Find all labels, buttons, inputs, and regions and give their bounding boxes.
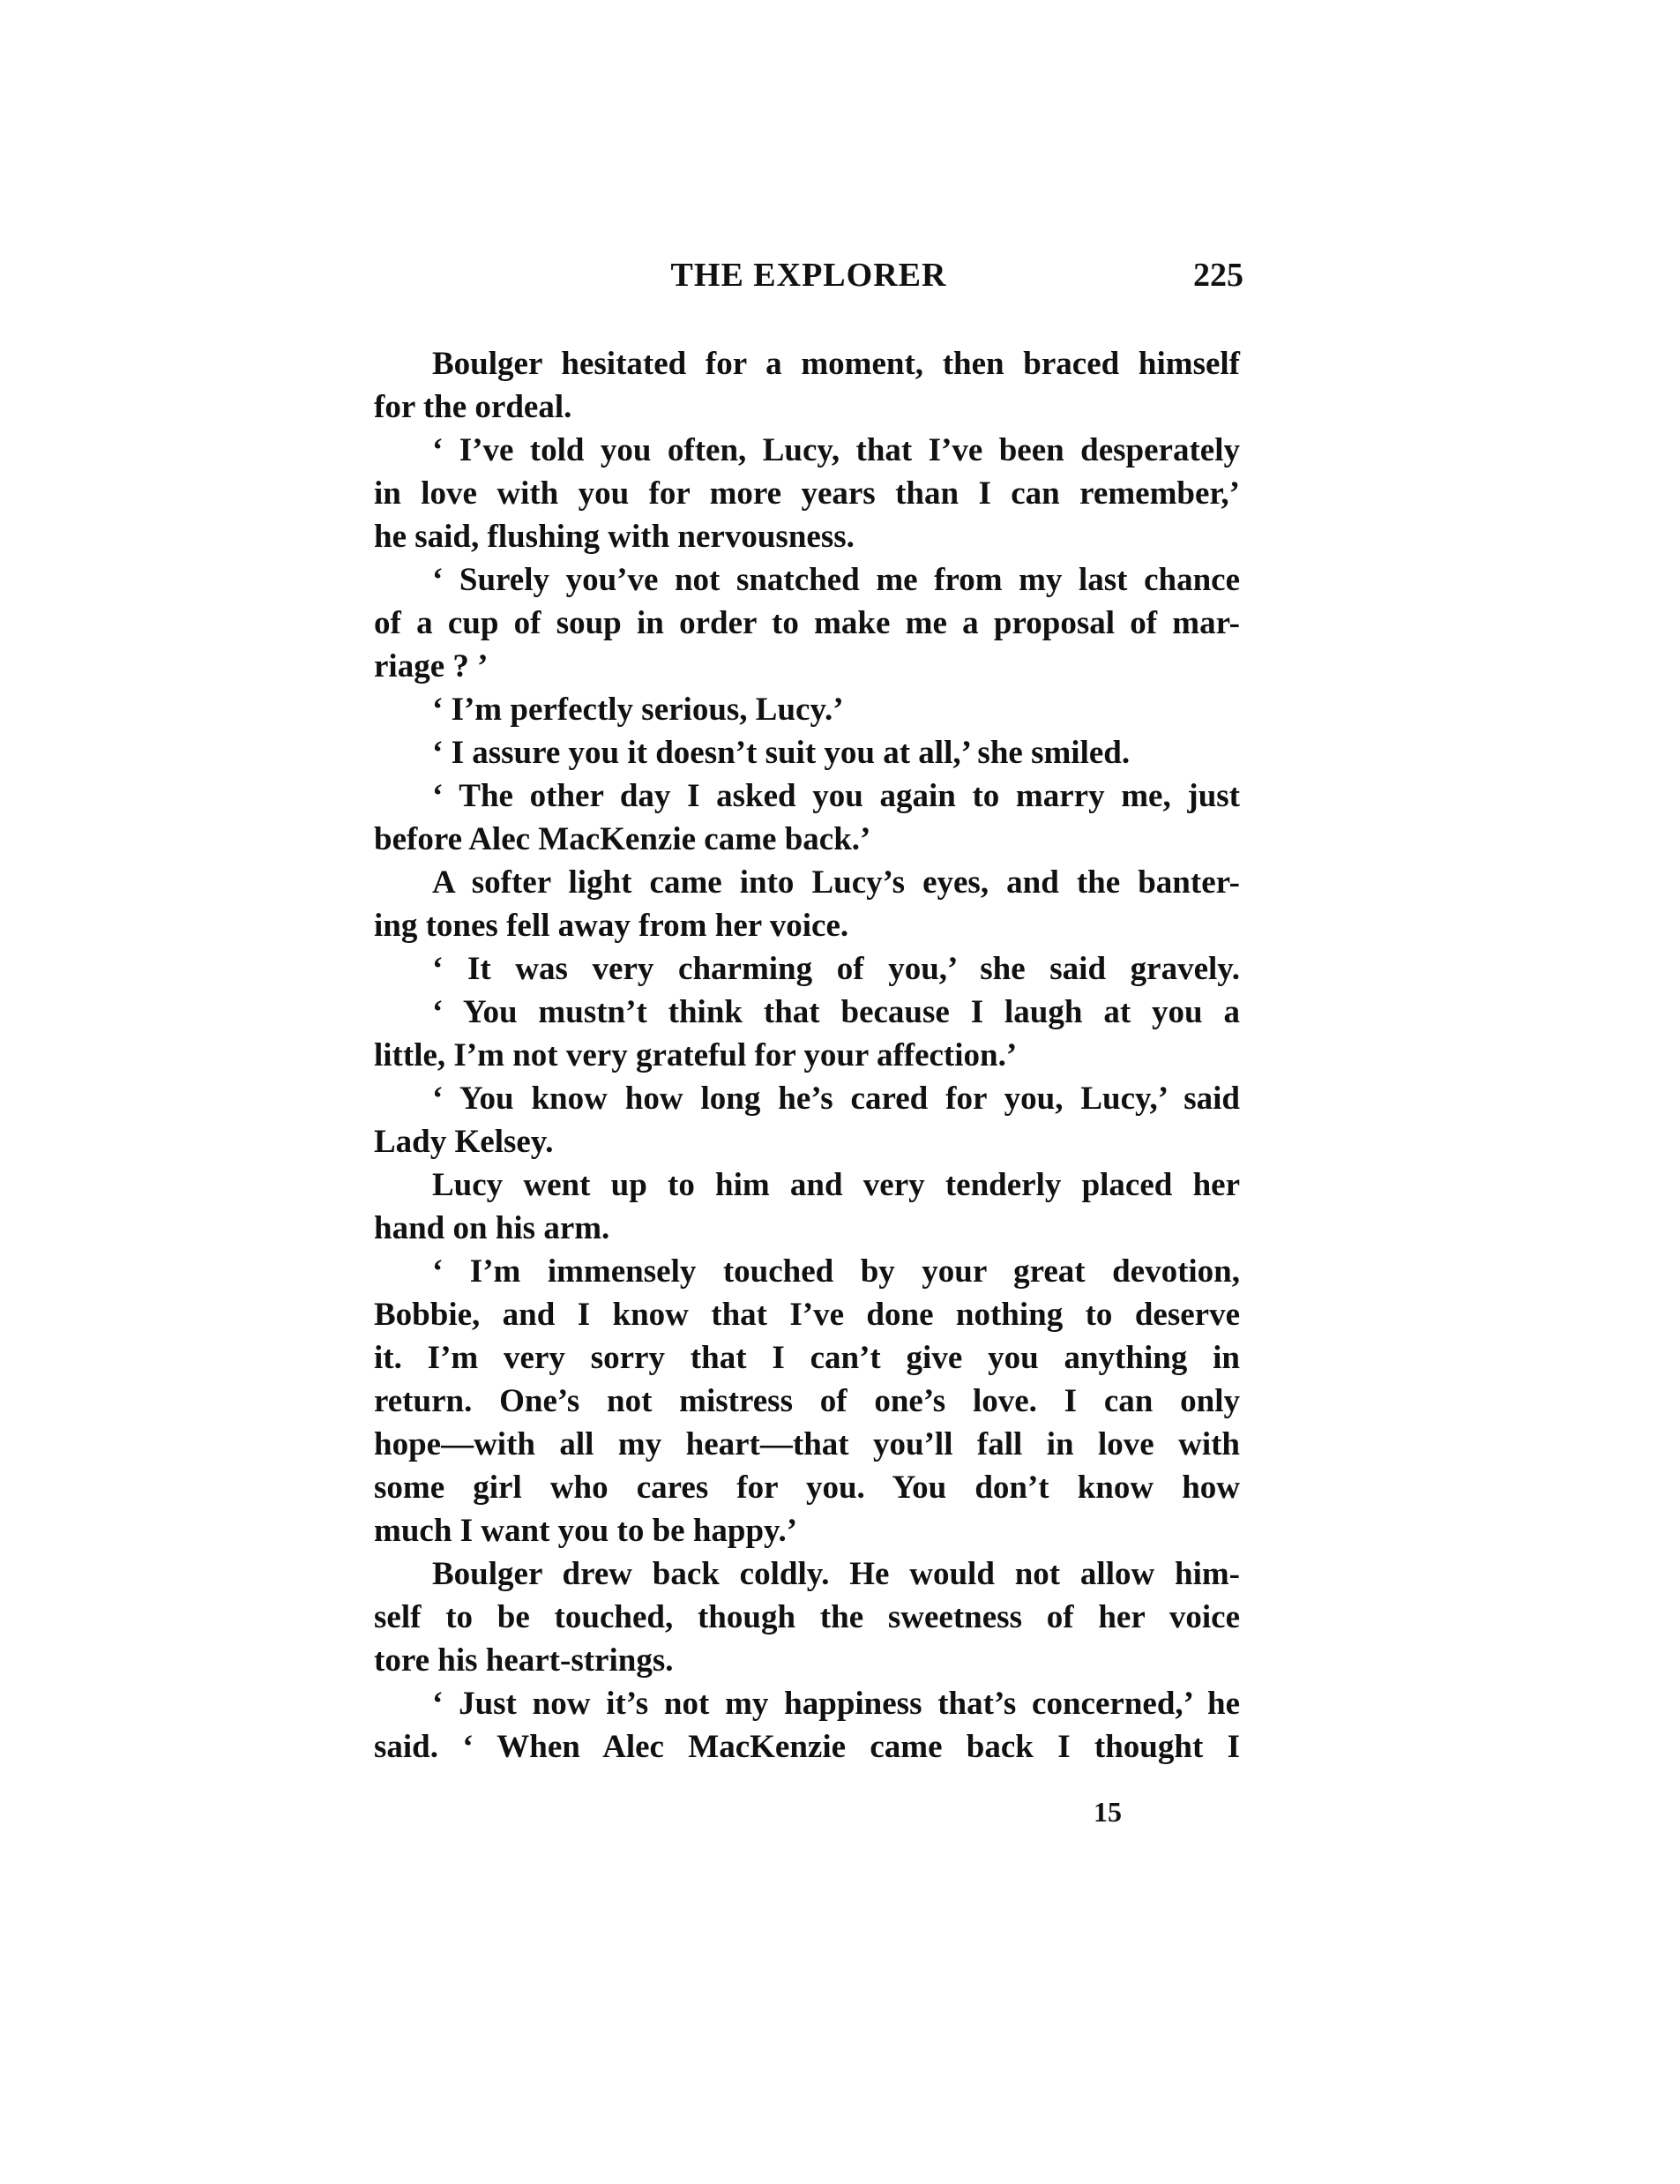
text-line: ‘ You mustn’t think that because I laugh at you a bbox=[432, 994, 1240, 1030]
text-line: Boulger hesitated for a moment, then braced himself bbox=[432, 346, 1240, 382]
text-line: ‘ Just now it’s not my happiness that’s concerned,’ he bbox=[432, 1686, 1240, 1722]
text-line: hope—with all my heart—that you’ll fall in love with bbox=[374, 1426, 1240, 1462]
running-title: THE EXPLORER bbox=[670, 257, 947, 294]
text-line: ‘ The other day I asked you again to marry me, just bbox=[432, 778, 1240, 814]
text-line: said. ‘ When Alec MacKenzie came back I thought I bbox=[374, 1729, 1240, 1765]
page-body bbox=[374, 342, 1240, 1769]
text-line: ‘ I’m perfectly serious, Lucy.’ bbox=[432, 692, 844, 728]
text-line: little, I’m not very grateful for your affection.’ bbox=[374, 1037, 1018, 1073]
text-line: hand on his arm. bbox=[374, 1210, 610, 1246]
text-line: Boulger drew back coldly. He would not allow him- bbox=[432, 1556, 1240, 1592]
signature-mark: 15 bbox=[1094, 1796, 1122, 1828]
text-line: return. One’s not mistress of one’s love. I can only bbox=[374, 1383, 1240, 1419]
text-line: ‘ I assure you it doesn’t suit you at all,’ she smiled. bbox=[432, 735, 1131, 771]
text-line: Lucy went up to him and very tenderly placed her bbox=[432, 1167, 1240, 1203]
text-line: it. I’m very sorry that I can’t give you anything in bbox=[374, 1340, 1240, 1376]
text-line: some girl who cares for you. You don’t know how bbox=[374, 1470, 1240, 1506]
page-number: 225 bbox=[1193, 257, 1243, 294]
text-line: Lady Kelsey. bbox=[374, 1124, 554, 1160]
text-line: of a cup of soup in order to make me a proposal of mar- bbox=[374, 605, 1240, 641]
text-line: before Alec MacKenzie came back.’ bbox=[374, 821, 871, 857]
text-line: ‘ It was very charming of you,’ she said gravely. bbox=[432, 951, 1240, 987]
text-line: for the ordeal. bbox=[374, 389, 572, 425]
text-line: ‘ I’ve told you often, Lucy, that I’ve been desperately bbox=[432, 432, 1240, 468]
text-line: tore his heart-strings. bbox=[374, 1642, 674, 1679]
text-line: ‘ I’m immensely touched by your great devotion, bbox=[432, 1253, 1240, 1290]
text-line: riage ? ’ bbox=[374, 648, 489, 684]
text-line: much I want you to be happy.’ bbox=[374, 1513, 798, 1549]
text-line: A softer light came into Lucy’s eyes, and the banter- bbox=[432, 864, 1240, 901]
text-line: self to be touched, though the sweetness of her voice bbox=[374, 1599, 1240, 1635]
text-line: he said, flushing with nervousness. bbox=[374, 519, 855, 555]
text-line: Bobbie, and I know that I’ve done nothing to deserve bbox=[374, 1297, 1240, 1333]
text-line: ing tones fell away from her voice. bbox=[374, 908, 849, 944]
running-header bbox=[374, 256, 1243, 303]
text-line: ‘ You know how long he’s cared for you, Lucy,’ said bbox=[432, 1081, 1240, 1117]
text-line: in love with you for more years than I can remember,’ bbox=[374, 475, 1240, 512]
text-line: ‘ Surely you’ve not snatched me from my last chance bbox=[432, 562, 1240, 598]
